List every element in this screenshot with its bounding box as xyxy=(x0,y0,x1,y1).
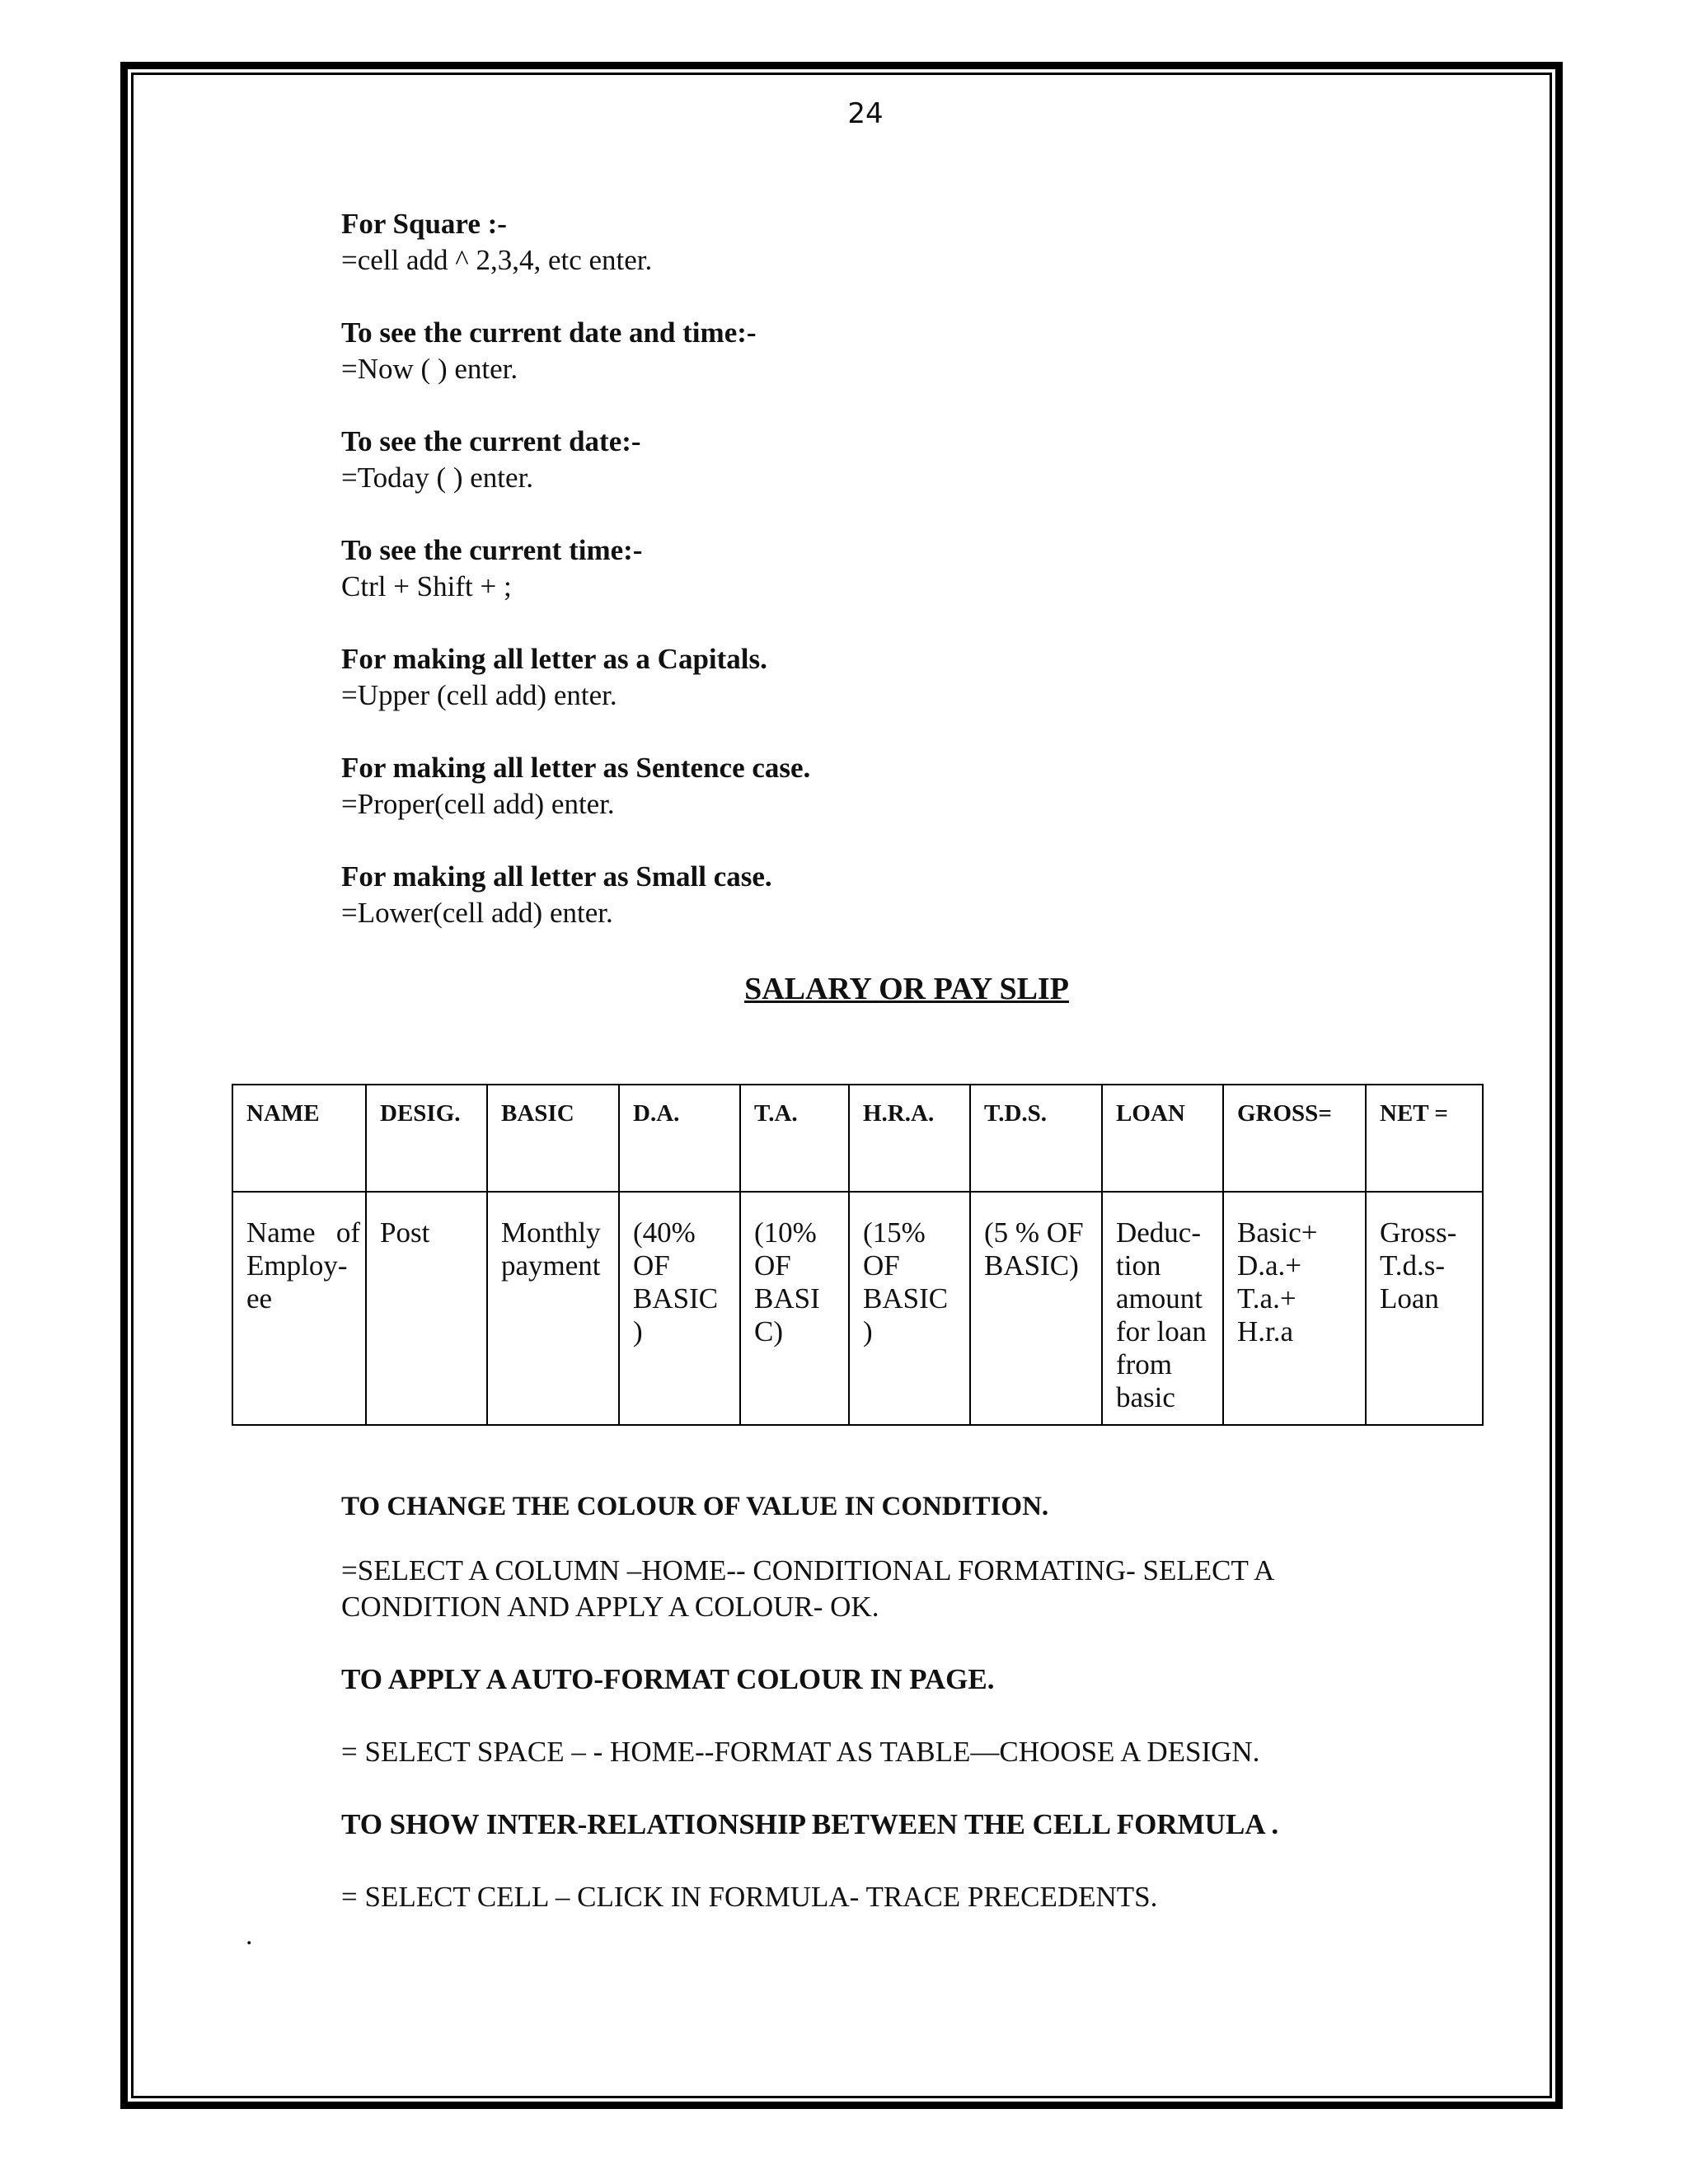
cell-line: Loan xyxy=(1380,1282,1439,1315)
cell-line: basic xyxy=(1116,1381,1175,1413)
cell-line: amount xyxy=(1116,1282,1203,1315)
section-body: =Proper(cell add) enter. xyxy=(341,788,615,820)
cell-hra xyxy=(849,1192,970,1425)
salary-slip-title: SALARY OR PAY SLIP xyxy=(744,972,1069,1006)
cell-line: BASI xyxy=(754,1282,820,1315)
cell-line: T.a.+ xyxy=(1237,1282,1296,1315)
cell-line: Deduc- xyxy=(1116,1216,1202,1249)
section-heading: For making all letter as a Capitals. xyxy=(341,643,767,675)
cell-gross xyxy=(1223,1192,1366,1425)
section-heading: To see the current date:- xyxy=(341,425,641,457)
cell-line: BASIC xyxy=(633,1282,719,1315)
header-desig: DESIG. xyxy=(366,1085,487,1192)
conditional-format-instructions xyxy=(341,1553,1528,1625)
instruction-line: =SELECT A COLUMN –HOME-- CONDITIONAL FORMATING- SELECT A xyxy=(341,1554,1275,1586)
inter-relationship-heading: TO SHOW INTER-RELATIONSHIP BETWEEN THE CELL FORMULA . xyxy=(341,1808,1279,1840)
section-capitals xyxy=(341,641,767,714)
cell-line: Monthly xyxy=(501,1216,601,1249)
page-number: 24 xyxy=(847,97,884,130)
header-tds: T.D.S. xyxy=(970,1085,1102,1192)
cell-line: ) xyxy=(863,1315,873,1347)
section-heading: To see the current time:- xyxy=(341,534,643,566)
cell-line: Name of xyxy=(246,1216,360,1249)
cell-line: Basic+ xyxy=(1237,1216,1318,1249)
cell-line: (15% xyxy=(863,1216,926,1249)
cell-line: (5 % OF xyxy=(984,1216,1084,1249)
cell-ta xyxy=(740,1192,849,1425)
section-body: =Upper (cell add) enter. xyxy=(341,679,617,711)
cell-line: tion xyxy=(1116,1249,1161,1282)
auto-format-instructions: = SELECT SPACE – - HOME--FORMAT AS TABLE—CHOOSE A DESIGN. xyxy=(341,1736,1260,1768)
section-square xyxy=(341,206,652,279)
inter-relationship-instructions: = SELECT CELL – CLICK IN FORMULA- TRACE PRECEDENTS. xyxy=(341,1881,1158,1913)
cell-line: Employ- xyxy=(246,1249,348,1282)
header-loan: LOAN xyxy=(1102,1085,1223,1192)
section-body: =cell add ^ 2,3,4, etc enter. xyxy=(341,244,653,276)
cell-line: OF xyxy=(863,1249,900,1282)
cell-line: D.a.+ xyxy=(1237,1249,1302,1282)
cell-line: BASIC xyxy=(863,1282,949,1315)
cell-desig xyxy=(366,1192,487,1425)
stray-dot: . xyxy=(246,1920,253,1951)
section-body: Ctrl + Shift + ; xyxy=(341,570,512,602)
header-gross: GROSS= xyxy=(1223,1085,1366,1192)
section-sentence-case xyxy=(341,750,810,823)
cell-name xyxy=(232,1192,366,1425)
header-ta: T.A. xyxy=(740,1085,849,1192)
section-body: =Lower(cell add) enter. xyxy=(341,897,613,929)
cell-line: ee xyxy=(246,1282,273,1315)
cell-line: for loan xyxy=(1116,1315,1207,1347)
table-header-row xyxy=(232,1085,1483,1192)
section-date-time xyxy=(341,315,757,387)
cell-tds xyxy=(970,1192,1102,1425)
cell-line: BASIC) xyxy=(984,1249,1079,1282)
cell-line: ) xyxy=(633,1315,643,1347)
cell-net xyxy=(1366,1192,1483,1425)
cell-line: from xyxy=(1116,1348,1173,1380)
section-heading: For Square :- xyxy=(341,208,507,240)
cell-line: OF xyxy=(754,1249,791,1282)
section-heading: For making all letter as Sentence case. xyxy=(341,752,811,784)
cell-loan xyxy=(1102,1192,1223,1425)
cell-line: H.r.a xyxy=(1237,1315,1294,1347)
section-small-case xyxy=(341,859,772,931)
cell-line: T.d.s- xyxy=(1380,1249,1446,1282)
cell-line: Post xyxy=(380,1216,430,1249)
cell-basic xyxy=(487,1192,619,1425)
header-hra: H.R.A. xyxy=(849,1085,970,1192)
section-body: =Today ( ) enter. xyxy=(341,462,534,494)
table-row xyxy=(232,1192,1483,1425)
auto-format-heading: TO APPLY A AUTO-FORMAT COLOUR IN PAGE. xyxy=(341,1663,995,1695)
cell-line: OF xyxy=(633,1249,670,1282)
header-da: D.A. xyxy=(619,1085,740,1192)
section-heading: For making all letter as Small case. xyxy=(341,860,772,893)
header-net: NET = xyxy=(1366,1085,1483,1192)
cell-line: (10% xyxy=(754,1216,817,1249)
cell-line: C) xyxy=(754,1315,783,1347)
cell-line: Gross- xyxy=(1380,1216,1457,1249)
salary-slip-table xyxy=(232,1084,1484,1426)
section-time xyxy=(341,532,642,605)
section-date xyxy=(341,424,641,496)
cell-da xyxy=(619,1192,740,1425)
instruction-line: CONDITION AND APPLY A COLOUR- OK. xyxy=(341,1591,879,1623)
cell-line: (40% xyxy=(633,1216,696,1249)
cell-line: payment xyxy=(501,1249,601,1282)
header-name: NAME xyxy=(232,1085,366,1192)
section-body: =Now ( ) enter. xyxy=(341,353,518,385)
section-heading: To see the current date and time:- xyxy=(341,316,757,349)
header-basic: BASIC xyxy=(487,1085,619,1192)
conditional-format-heading: TO CHANGE THE COLOUR OF VALUE IN CONDITION. xyxy=(341,1492,1049,1521)
